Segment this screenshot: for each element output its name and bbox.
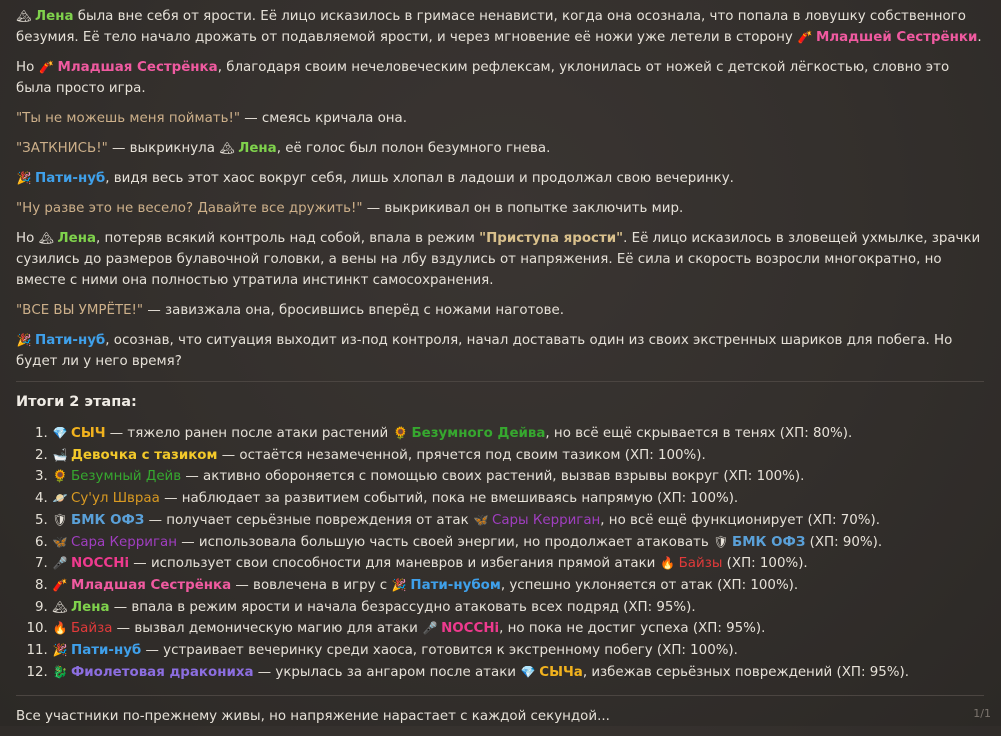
list-item: 6. 🦋 Сара Керриган — использовала большую часть своей энергии, но продолжает атаковать 🛡 БМК ОФЗ (ХП: 90%). bbox=[52, 532, 984, 554]
character-nocchi: NOCCHi bbox=[71, 556, 130, 572]
character-bmk-ofz: БМК ОФЗ bbox=[732, 534, 806, 550]
results-heading: Итоги 2 этапа: bbox=[16, 394, 137, 410]
section-divider bbox=[16, 381, 984, 382]
character-little-sister: Младшая Сестрёнка bbox=[71, 577, 232, 593]
character-purple-dragoness: Фиолетовая дракониха bbox=[71, 664, 254, 680]
list-item: 4. 🪐 Су'ул Швраа — наблюдает за развитием событий, пока не вмешиваясь напрямую (ХП: 100%). bbox=[52, 488, 984, 510]
shield-icon: 🛡 bbox=[713, 534, 729, 549]
list-item: 7. 🎤 NOCCHi — использует свои способности для маневров и избегания прямой атаки 🔥 Байзы (ХП: 100%). bbox=[52, 553, 984, 575]
fire-icon: 🔥 bbox=[52, 621, 68, 636]
character-bmk-ofz: БМК ОФЗ bbox=[71, 512, 145, 528]
character-party-noob: Пати-нуб bbox=[71, 643, 142, 659]
list-item: 11. 🎉 Пати-нуб — устраивает вечеринку среди хаоса, готовится к экстренному побегу (ХП: 100%). bbox=[52, 640, 984, 662]
story-paragraph-1: 🏔 Лена была вне себя от ярости. Её лицо исказилось в гримасе ненависти, когда она осознала, что попала в ловушку собственного безумия. Её тело начало дрожать от подавляемой ярости, и через мгновение её ножи уже летели в сторону 🧨 Младшей Сестрёнки. bbox=[16, 6, 984, 48]
closing-text: Все участники по-прежнему живы, но напряжение нарастает с каждой секундой... bbox=[16, 709, 610, 725]
bathtub-icon: 🛁 bbox=[52, 447, 68, 462]
story-paragraph-5: 🎉 Пати-нуб, видя весь этот хаос вокруг себя, лишь хлопал в ладоши и продолжал свою вечеринку. bbox=[16, 168, 984, 189]
shield-icon: 🛡 bbox=[52, 512, 68, 527]
results-list bbox=[16, 423, 984, 683]
character-sych: СЫЧа bbox=[539, 664, 583, 680]
story-paragraph-3: "Ты не можешь меня поймать!" — смеясь кричала она. bbox=[16, 111, 408, 126]
character-sarah-kerrigan: Сары Керриган bbox=[491, 512, 601, 528]
mountain-icon: 🏔 bbox=[52, 599, 68, 614]
story-paragraph-2: Но 🧨 Младшая Сестрёнка, благодаря своим нечеловеческим рефлексам, уклонилась от ножей с детской лёгкостью, словно это была просто игра. bbox=[16, 57, 984, 99]
character-basin-girl: Девочка с тазиком bbox=[71, 447, 218, 463]
planet-icon: 🪐 bbox=[52, 491, 68, 506]
character-suul-shvraa: Су'ул Швраа bbox=[71, 491, 160, 507]
character-lena: Лена bbox=[57, 231, 97, 246]
firecracker-icon: 🧨 bbox=[39, 60, 54, 74]
firecracker-icon: 🧨 bbox=[797, 30, 813, 44]
rage-mode-label: "Приступа ярости" bbox=[479, 231, 624, 246]
dragon-icon: 🐉 bbox=[52, 664, 68, 679]
character-nocchi: NOCCHi bbox=[441, 621, 500, 637]
mountain-icon: 🏔 bbox=[16, 9, 32, 23]
dialogue-quote: "Ты не можешь меня поймать!" bbox=[16, 111, 240, 126]
sunflower-icon: 🌻 bbox=[392, 426, 408, 440]
character-sych: СЫЧ bbox=[71, 426, 106, 441]
character-sarah-kerrigan: Сара Керриган bbox=[71, 534, 177, 550]
story-paragraph-6: "Ну разве это не весело? Давайте все дружить!" — выкрикивал он в попытке заключить мир. bbox=[16, 201, 684, 216]
character-lena: Лена bbox=[71, 599, 110, 615]
character-crazy-dave: Безумный Дейв bbox=[71, 469, 182, 485]
character-lena: Лена bbox=[35, 9, 74, 24]
butterfly-icon: 🦋 bbox=[473, 512, 489, 527]
list-item: 8. 🧨 Младшая Сестрёнка — вовлечена в игру с 🎉 Пати-нубом, успешно уклоняется от атак (ХП: 100%). bbox=[52, 575, 984, 597]
character-crazy-dave: Безумного Дейва bbox=[411, 426, 546, 441]
page-counter: 1/1 bbox=[973, 707, 991, 720]
mountain-icon: 🏔 bbox=[219, 141, 235, 155]
microphone-icon: 🎤 bbox=[52, 556, 68, 571]
firecracker-icon: 🧨 bbox=[52, 577, 68, 592]
party-popper-icon: 🎉 bbox=[16, 333, 32, 347]
sunflower-icon: 🌻 bbox=[52, 469, 68, 484]
story-content bbox=[16, 6, 984, 736]
character-little-sister: Младшей Сестрёнки bbox=[816, 30, 978, 45]
story-paragraph-4: "ЗАТКНИСЬ!" — выкрикнула 🏔 Лена, её голос был полон безумного гнева. bbox=[16, 138, 984, 159]
character-party-noob: Пати-нуб bbox=[35, 333, 106, 348]
mountain-icon: 🏔 bbox=[38, 231, 55, 245]
list-item: 9. 🏔 Лена — впала в режим ярости и начала безрассудно атаковать всех подряд (ХП: 95%). bbox=[52, 597, 984, 619]
gem-icon: 💎 bbox=[52, 426, 68, 440]
fire-icon: 🔥 bbox=[660, 556, 676, 571]
list-item: 10. 🔥 Байза — вызвал демоническую магию для атаки 🎤 NOCCHi, но пока не достиг успеха (ХП: 95%). bbox=[52, 618, 984, 640]
character-party-noob: Пати-нуб bbox=[35, 171, 106, 186]
dialogue-quote: "ЗАТКНИСЬ!" bbox=[16, 141, 108, 156]
story-paragraph-7: Но 🏔 Лена, потеряв всякий контроль над собой, впала в режим "Приступа ярости". Её лицо исказилось в зловещей ухмылке, зрачки сузились до размеров булавочной головки, а вены на лбу вздулись от напряжения. Её сила и скорость возросли многократно, но вместе с ними она полностью утратила инстинкт самосохранения. bbox=[16, 228, 984, 291]
story-paragraph-9: 🎉 Пати-нуб, осознав, что ситуация выходит из-под контроля, начал доставать один из своих экстренных шариков для побега. Но будет ли у него время? bbox=[16, 330, 984, 372]
character-bayza: Байзы bbox=[678, 556, 723, 572]
list-item: 5. 🛡 БМК ОФЗ — получает серьёзные повреждения от атак 🦋 Сары Керриган, но всё ещё функционирует (ХП: 70%). bbox=[52, 510, 984, 532]
section-divider bbox=[16, 695, 984, 696]
butterfly-icon: 🦋 bbox=[52, 534, 68, 549]
list-item: 2. 🛁 Девочка с тазиком — остаётся незамеченной, прячется под своим тазиком (ХП: 100%). bbox=[52, 445, 984, 467]
character-little-sister: Младшая Сестрёнка bbox=[57, 60, 218, 75]
list-item: 12. 🐉 Фиолетовая дракониха — укрылась за ангаром после атаки 💎 СЫЧа, избежав серьёзных повреждений (ХП: 95%). bbox=[52, 662, 984, 684]
list-item: 1. 💎 СЫЧ — тяжело ранен после атаки растений 🌻 Безумного Дейва, но всё ещё скрывается в тенях (ХП: 80%). bbox=[52, 423, 984, 445]
gem-icon: 💎 bbox=[520, 664, 536, 679]
character-lena: Лена bbox=[238, 141, 277, 156]
list-item: 3. 🌻 Безумный Дейв — активно обороняется с помощью своих растений, вызвав взрывы вокруг (ХП: 100%). bbox=[52, 466, 984, 488]
dialogue-quote: "Ну разве это не весело? Давайте все дружить!" bbox=[16, 201, 363, 216]
dialogue-quote: "ВСЕ ВЫ УМРЁТЕ!" bbox=[16, 303, 144, 318]
microphone-icon: 🎤 bbox=[422, 621, 438, 636]
party-popper-icon: 🎉 bbox=[391, 577, 407, 592]
character-bayza: Байза bbox=[71, 621, 113, 637]
character-party-noob: Пати-нубом bbox=[410, 577, 501, 593]
party-popper-icon: 🎉 bbox=[16, 171, 32, 185]
party-popper-icon: 🎉 bbox=[52, 643, 68, 658]
story-paragraph-8: "ВСЕ ВЫ УМРЁТЕ!" — завизжала она, бросившись вперёд с ножами наготове. bbox=[16, 303, 564, 318]
